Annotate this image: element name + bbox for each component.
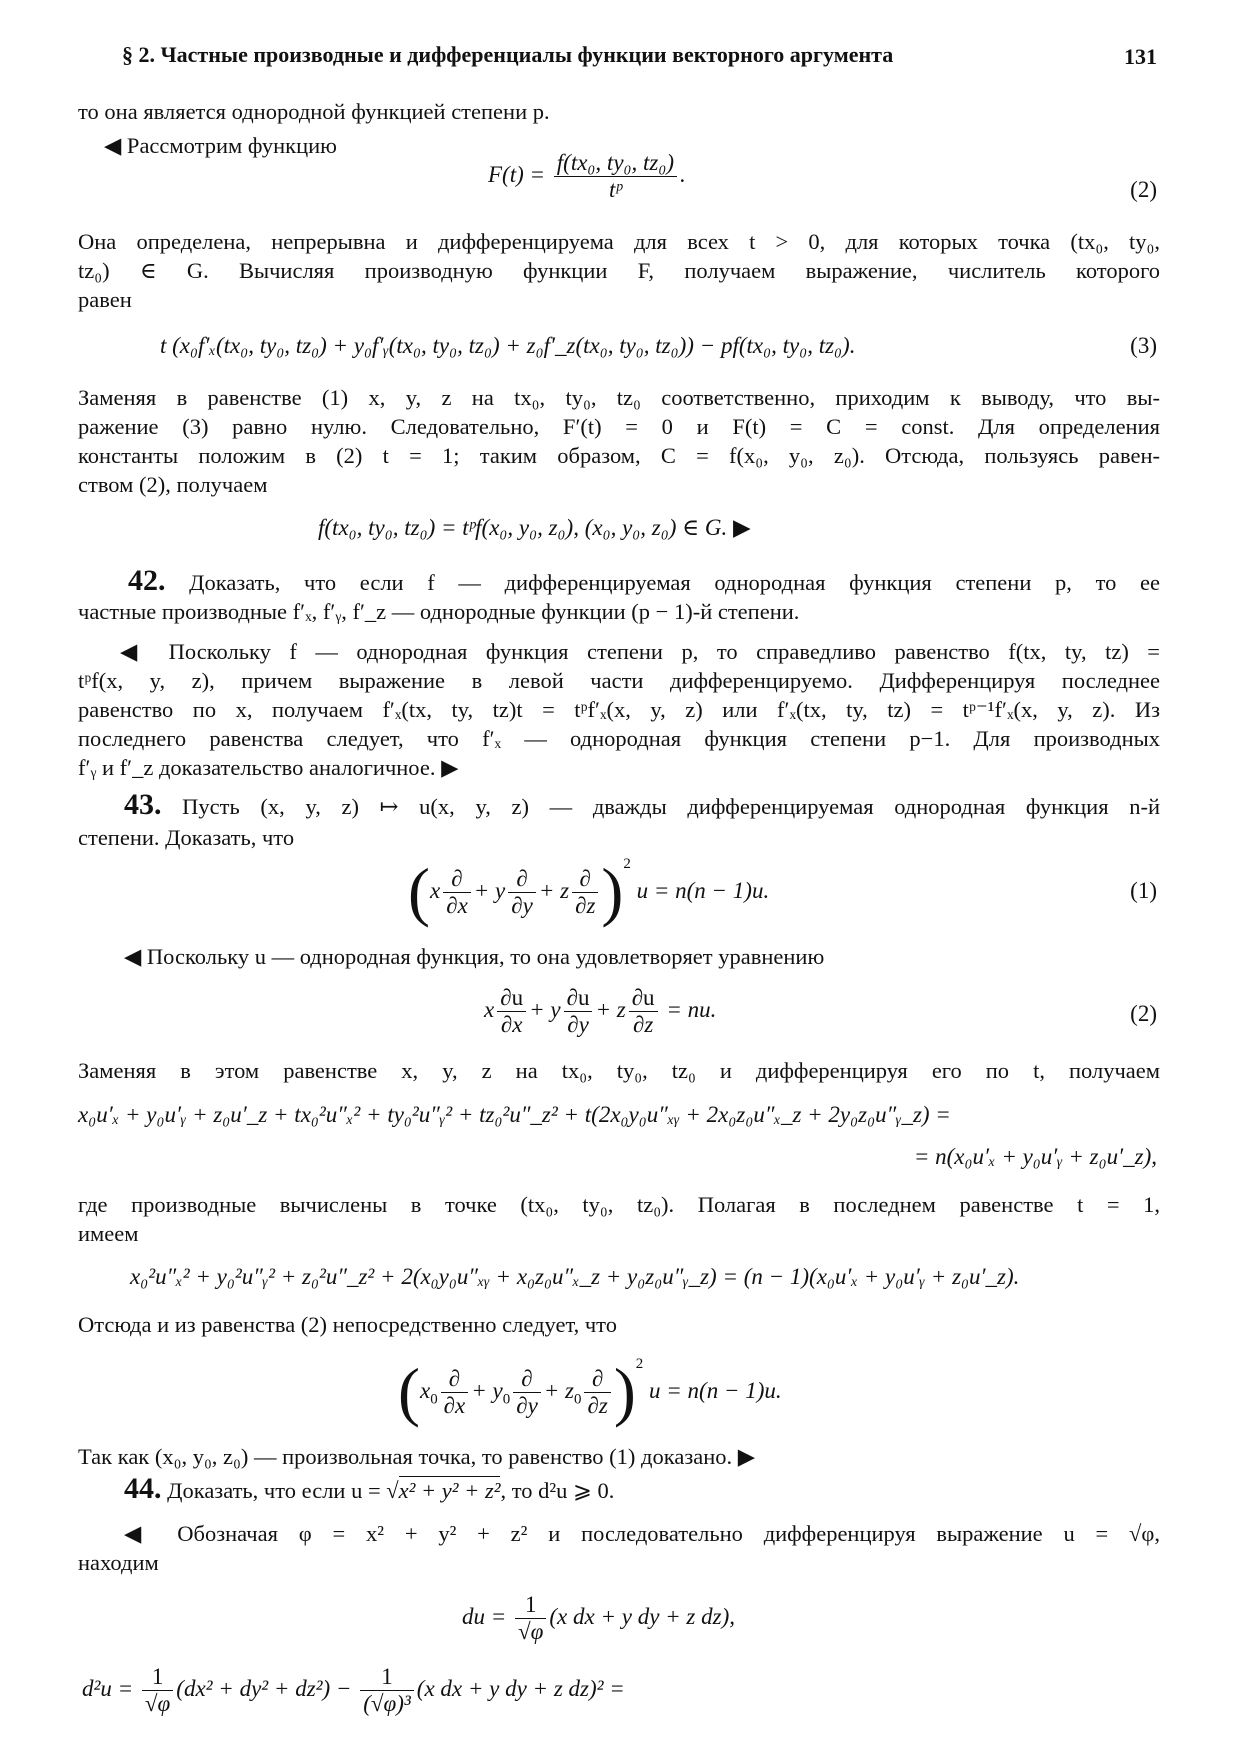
equation-du: [462, 1592, 735, 1645]
running-header: § 2. Частные производные и дифференциалы функции векторного аргумента: [122, 42, 894, 67]
fraction-numerator: 1: [524, 1592, 537, 1617]
equation-F: F(t) = $\frac{\text{f(tx₀, ty₀, tz₀)}}{\text{tᵖ}}$ .: [488, 150, 686, 202]
text-line: Отсюда и из равенства (2) непосредственно следует, что: [78, 1312, 617, 1337]
equation-rhs: (x dx + y dy + z dz),: [549, 1603, 735, 1629]
fraction: [142, 1664, 173, 1717]
fraction-denominator: √φ: [515, 1618, 546, 1645]
text-line: находим: [78, 1550, 159, 1575]
fraction: [515, 1592, 546, 1645]
fraction-numerator: 1: [151, 1664, 164, 1689]
equation-lhs: du =: [462, 1603, 507, 1629]
text-line: tz₀) ∈ G. Вычисляя производную функции F, получаем выражение, числитель которого: [78, 258, 1160, 283]
equation-rhs: u = n(n − 1)u.: [636, 878, 770, 903]
fraction-numerator: f(tx₀, ty₀, tz₀): [556, 150, 675, 175]
equation-number: (1): [1130, 878, 1157, 903]
fraction: [554, 150, 677, 203]
text-line: Заменяя в этом равенстве x, y, z на tx₀, ty₀, tz₀ и дифференцируя его по t, получаем: [78, 1058, 1160, 1083]
problem-number: 44.: [124, 1472, 162, 1505]
fraction-denominator: tᵖ: [554, 176, 677, 203]
text-line: Она определена, непрерывна и дифференцируема для всех t > 0, для которых точка (tx₀, ty₀,: [78, 229, 1160, 254]
text-line: частные производные f′ₓ, f′ᵧ, f′_z — однородные функции (p − 1)-й степени.: [78, 599, 800, 624]
sqrt-expression: x² + y² + z²: [398, 1478, 501, 1503]
equation-number: (2): [1130, 1001, 1157, 1026]
fraction: [360, 1664, 414, 1717]
equation-rhs: u = n(n − 1)u.: [649, 1378, 782, 1403]
text-line: последнего равенства следует, что f′ₓ — однородная функция степени p−1. Для производных: [78, 726, 1160, 751]
text-line: где производные вычислены в точке (tx₀, ty₀, tz₀). Полагая в последнем равенстве t = 1,: [78, 1192, 1160, 1217]
fraction-numerator: 1: [381, 1664, 393, 1689]
problem-43: [124, 790, 1160, 821]
text-line: ством (2), получаем: [78, 472, 268, 497]
problem-42: [128, 566, 1160, 597]
text-line: равен: [78, 287, 132, 312]
problem-number: 43.: [124, 788, 162, 821]
equation-rhs: = nu.: [666, 996, 717, 1022]
text-line: имеем: [78, 1221, 139, 1246]
equation-term: (dx² + dy² + dz²) −: [176, 1675, 352, 1701]
problem-number: 42.: [128, 564, 166, 597]
text-line: ◀ Рассмотрим функцию: [104, 133, 337, 158]
equation-4: f(tx₀, ty₀, tz₀) = tᵖf(x₀, y₀, z₀), (x₀, y₀, z₀) ∈ G. ▶: [318, 515, 751, 540]
equation-43-5: ($x_0$ $\frac{\partial}{\partial x}$ + $y_0$ $\frac{\partial}{\partial y}$ + $z_0$ $\frac{\partial}{\partial z}$ )$^2$ u = n(n − 1)u.: [398, 1355, 782, 1429]
text-line: f′ᵧ и f′_z доказательство аналогичное. ▶: [78, 755, 459, 780]
problem-text: Доказать, что если f — дифференцируемая однородная функция степени p, то ее: [189, 570, 1161, 595]
equation-lhs: F(t) =: [488, 161, 546, 187]
problem-44: 44. Доказать, что если u = √x² + y² + z², то d²u ⩾ 0.: [124, 1472, 615, 1505]
equation-d2u: [82, 1664, 625, 1717]
text-line: ◀ Обозначая φ = x² + y² + z² и последовательно дифференцируя выражение u = √φ,: [124, 1521, 1160, 1546]
problem-text: Доказать, что если u =: [167, 1478, 381, 1503]
fraction-denominator: √φ: [142, 1690, 173, 1717]
text-line: степени. Доказать, что: [78, 825, 295, 850]
text-line: ◀ Поскольку f — однородная функция степени p, то справедливо равенство f(tx, ty, tz) =: [120, 639, 1160, 664]
equation-rhs: (x dx + y dy + z dz)² =: [416, 1675, 625, 1701]
equation-43-1: (x $\frac{\partial}{\partial x}$ + y $\frac{\partial}{\partial y}$ + z $\frac{\partial}{\partial z}$ )$^2$ u = n(n − 1)u.: [408, 855, 770, 929]
equation-lhs: d²u =: [82, 1675, 134, 1701]
text-line: tᵖf(x, y, z), причем выражение в левой части дифференцируемо. Дифференцируя последнее: [78, 668, 1160, 693]
text-line: Так как (x₀, y₀, z₀) — произвольная точка, то равенство (1) доказано. ▶: [78, 1444, 756, 1469]
page-number: 131: [1124, 44, 1157, 69]
equation-43-3a: x₀u′ₓ + y₀u′ᵧ + z₀u′_z + tx₀²u″ₓ² + ty₀²u″ᵧ² + tz₀²u″_z² + t(2x₀y₀u″ₓᵧ + 2x₀z₀u″ₓ_z + 2y₀z₀u″ᵧ_z) =: [78, 1102, 951, 1127]
equation-3: t (x₀f′ₓ(tx₀, ty₀, tz₀) + y₀f′ᵧ(tx₀, ty₀, tz₀) + z₀f′_z(tx₀, ty₀, tz₀)) − pf(tx₀, ty₀, tz₀).: [160, 333, 856, 358]
text-line: то она является однородной функцией степени p.: [78, 99, 550, 124]
equation-43-4: x₀²u″ₓ² + y₀²u″ᵧ² + z₀²u″_z² + 2(x₀y₀u″ₓᵧ + x₀z₀u″ₓ_z + y₀z₀u″ᵧ_z) = (n − 1)(x₀u′ₓ + y₀u′ᵧ + z₀u′_z).: [130, 1264, 1020, 1289]
text-line: Заменяя в равенстве (1) x, y, z на tx₀, ty₀, tz₀ соответственно, приходим к выводу, что вы-: [78, 385, 1160, 410]
equation-43-3b: = n(x₀u′ₓ + y₀u′ᵧ + z₀u′_z),: [913, 1144, 1157, 1169]
problem-text: , то d²u ⩾ 0.: [500, 1478, 615, 1503]
fraction-denominator: (√φ)³: [360, 1690, 414, 1717]
text-line: ражение (3) равно нулю. Следовательно, F′(t) = 0 и F(t) = C = const. Для определения: [78, 414, 1160, 439]
text-line: константы положим в (2) t = 1; таким образом, C = f(x₀, y₀, z₀). Отсюда, пользуясь равен-: [78, 443, 1160, 468]
equation-number: (3): [1130, 333, 1157, 358]
problem-text: Пусть (x, y, z) ↦ u(x, y, z) — дважды дифференцируемая однородная функция n-й: [182, 794, 1160, 819]
equation-number: (2): [1130, 177, 1157, 202]
equation-43-2: x $\frac{\partial u}{\partial x}$ + y $\frac{\partial u}{\partial y}$ + z $\frac{\partial u}{\partial z}$ = nu.: [484, 985, 717, 1037]
text-line: ◀ Поскольку u — однородная функция, то она удовлетворяет уравнению: [124, 944, 825, 969]
text-line: равенство по x, получаем f′ₓ(tx, ty, tz)t = tᵖf′ₓ(x, y, z) или f′ₓ(tx, ty, tz) = tᵖ⁻¹f′ₓ(x, y, z). Из: [78, 697, 1160, 722]
